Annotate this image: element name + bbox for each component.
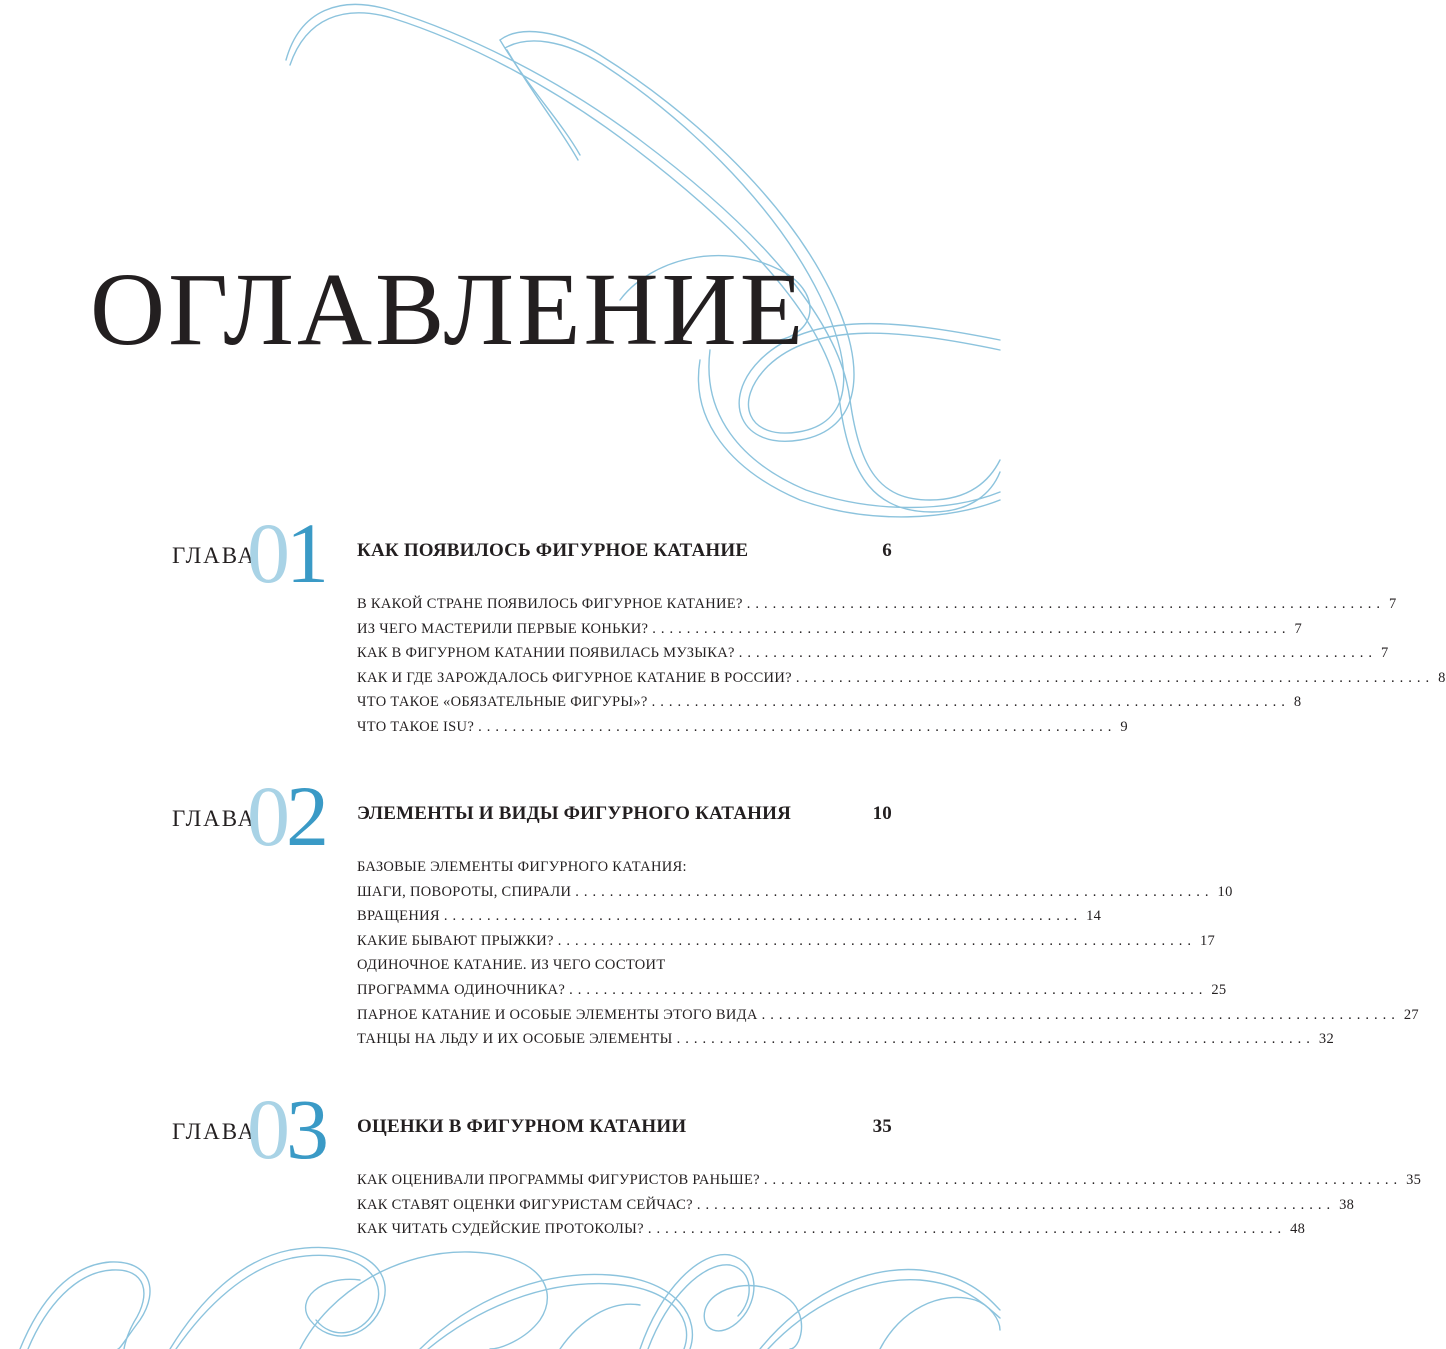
chapter-label: ГЛАВА bbox=[172, 806, 257, 831]
chapter-page: 35 bbox=[872, 1116, 892, 1137]
toc-entry[interactable]: В КАКОЙ СТРАНЕ ПОЯВИЛОСЬ ФИГУРНОЕ КАТАНИЕ? .......................................................................... 7 bbox=[357, 596, 1397, 612]
chapter-title[interactable]: КАК ПОЯВИЛОСЬ ФИГУРНОЕ КАТАНИЕ 6 bbox=[357, 540, 892, 561]
chapter-entries bbox=[357, 1172, 1422, 1246]
toc-entry[interactable]: ШАГИ, ПОВОРОТЫ, СПИРАЛИ .......................................................................... 10 bbox=[357, 883, 1233, 900]
chapter-number: 01 bbox=[247, 505, 325, 601]
chapter-title[interactable]: ОЦЕНКИ В ФИГУРНОМ КАТАНИИ 35 bbox=[357, 1116, 892, 1137]
chapter-label: ГЛАВА bbox=[172, 1119, 257, 1144]
toc-entry[interactable]: КАК ЧИТАТЬ СУДЕЙСКИЕ ПРОТОКОЛЫ? .......................................................................... 48 bbox=[357, 1221, 1306, 1238]
chapter-page: 6 bbox=[882, 540, 892, 561]
toc-entry[interactable]: КАКИЕ БЫВАЮТ ПРЫЖКИ? .......................................................................... 17 bbox=[357, 932, 1216, 949]
toc-entry[interactable]: ОДИНОЧНОЕ КАТАНИЕ. ИЗ ЧЕГО СОСТОИТ bbox=[357, 957, 666, 974]
chapter-title[interactable]: ЭЛЕМЕНТЫ И ВИДЫ ФИГУРНОГО КАТАНИЯ 10 bbox=[357, 803, 892, 824]
toc-entry[interactable]: БАЗОВЫЕ ЭЛЕМЕНТЫ ФИГУРНОГО КАТАНИЯ: bbox=[357, 859, 687, 875]
toc-entry[interactable]: КАК ОЦЕНИВАЛИ ПРОГРАММЫ ФИГУРИСТОВ РАНЬШЕ? .......................................................................... 35 bbox=[357, 1172, 1422, 1188]
chapter-label: ГЛАВА bbox=[172, 543, 257, 568]
toc-entry[interactable]: КАК СТАВЯТ ОЦЕНКИ ФИГУРИСТАМ СЕЙЧАС? .......................................................................... 38 bbox=[357, 1196, 1355, 1213]
chapter-entries bbox=[357, 859, 1419, 1056]
toc-entry[interactable]: ЧТО ТАКОЕ ISU? .......................................................................... 9 bbox=[357, 718, 1128, 735]
toc-entry[interactable]: ТАНЦЫ НА ЛЬДУ И ИХ ОСОБЫЕ ЭЛЕМЕНТЫ .......................................................................... 32 bbox=[357, 1031, 1334, 1048]
toc-entry[interactable]: КАК В ФИГУРНОМ КАТАНИИ ПОЯВИЛАСЬ МУЗЫКА? .......................................................................... 7 bbox=[357, 645, 1389, 662]
toc-entry[interactable]: ВРАЩЕНИЯ .......................................................................... 14 bbox=[357, 908, 1102, 925]
chapter-number: 03 bbox=[247, 1081, 325, 1177]
toc-entry[interactable]: ЧТО ТАКОЕ «ОБЯЗАТЕЛЬНЫЕ ФИГУРЫ»? .......................................................................... 8 bbox=[357, 694, 1302, 711]
page-title: ОГЛАВЛЕНИЕ bbox=[90, 252, 807, 367]
toc-entry[interactable]: КАК И ГДЕ ЗАРОЖДАЛОСЬ ФИГУРНОЕ КАТАНИЕ В РОССИИ? .......................................................................... 8 bbox=[357, 669, 1446, 686]
chapter-page: 10 bbox=[872, 803, 892, 824]
chapter-number: 02 bbox=[247, 768, 325, 864]
chapter-entries bbox=[357, 596, 1446, 744]
toc-entry[interactable]: ИЗ ЧЕГО МАСТЕРИЛИ ПЕРВЫЕ КОНЬКИ? .......................................................................... 7 bbox=[357, 620, 1303, 637]
toc-entry[interactable]: ПРОГРАММА ОДИНОЧНИКА? .......................................................................... 25 bbox=[357, 981, 1227, 998]
toc-entry[interactable]: ПАРНОЕ КАТАНИЕ И ОСОБЫЕ ЭЛЕМЕНТЫ ЭТОГО ВИДА .......................................................................... 27 bbox=[357, 1006, 1419, 1023]
